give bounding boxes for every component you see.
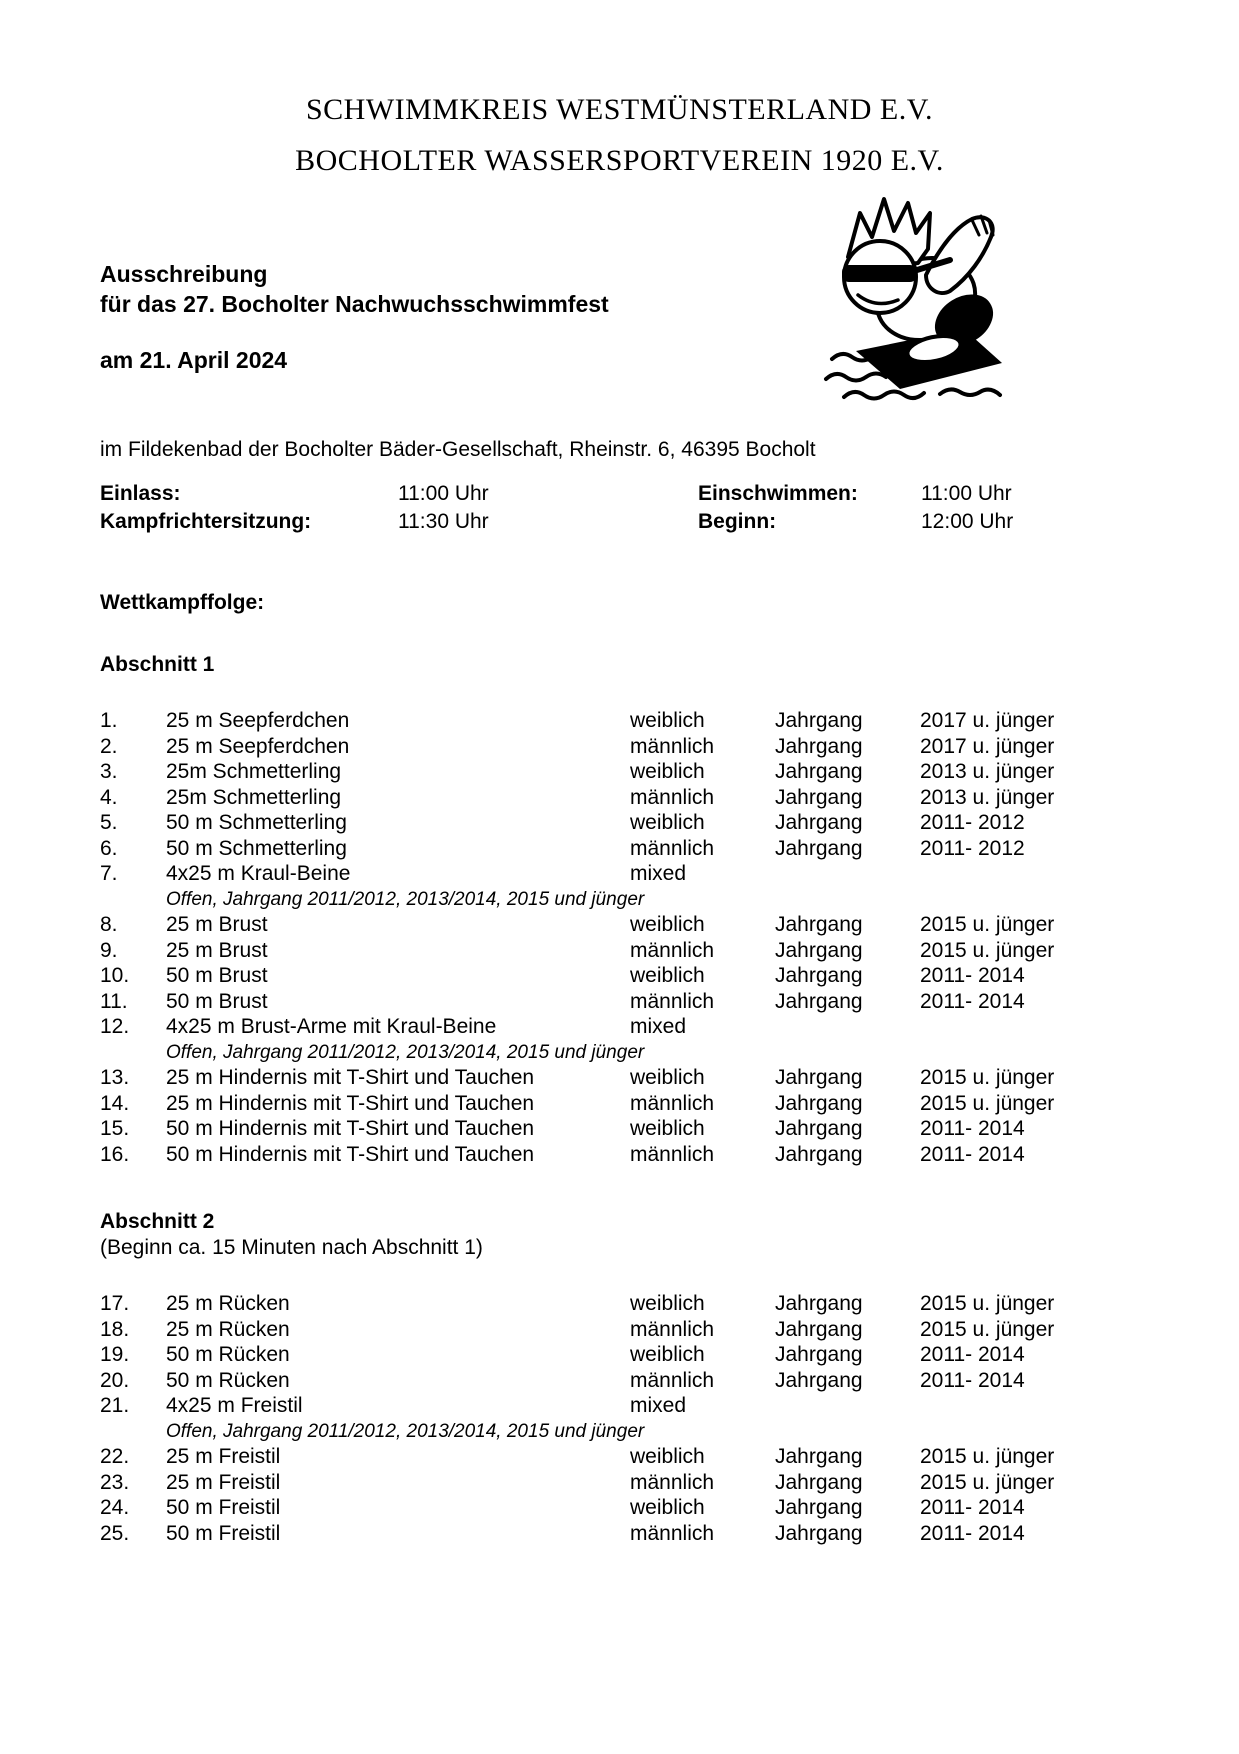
event-name: 50 m Schmetterling [166, 836, 347, 860]
event-age: 2015 u. jünger [920, 938, 1055, 962]
event-name: 4x25 m Kraul-Beine [166, 862, 351, 885]
event-note: Offen, Jahrgang 2011/2012, 2013/2014, 2015 und jünger [166, 1041, 645, 1063]
event-number: 24. [100, 1496, 130, 1519]
event-row [100, 1521, 1179, 1547]
event-age-label: Jahrgang [775, 709, 863, 732]
event-number: 19. [100, 1343, 130, 1366]
event-age-label: Jahrgang [775, 785, 863, 809]
event-gender: männlich [630, 1142, 715, 1166]
event-row [100, 810, 1179, 836]
event-row [100, 1116, 1179, 1142]
event-age-label: Jahrgang [775, 1317, 863, 1341]
event-name: 25 m Seepferdchen [166, 734, 350, 758]
event-row [100, 1495, 1179, 1521]
event-gender: weiblich [630, 1343, 705, 1366]
event-row [100, 912, 1179, 938]
event-gender: weiblich [630, 1445, 705, 1468]
event-row [100, 938, 1179, 964]
event-name: 25 m Brust [166, 913, 268, 936]
event-row [100, 989, 1179, 1015]
event-number: 25. [100, 1521, 130, 1545]
event-row [100, 963, 1179, 989]
event-age: 2015 u. jünger [920, 1470, 1055, 1494]
schedule-row [100, 480, 1159, 508]
event-gender: weiblich [630, 913, 705, 936]
event-gender: männlich [630, 1368, 715, 1392]
event-number: 2. [100, 734, 118, 758]
event-gender: weiblich [630, 1292, 705, 1315]
event-age: 2011- 2014 [920, 1521, 1025, 1545]
event-number: 11. [100, 989, 128, 1013]
event-gender: männlich [630, 1091, 715, 1115]
judges-meeting-label: Kampfrichtersitzung: [100, 510, 312, 533]
event-name: 50 m Hindernis mit T-Shirt und Tauchen [166, 1117, 535, 1140]
event-row [100, 1142, 1179, 1168]
event-age-label: Jahrgang [775, 1368, 863, 1392]
event-number: 4. [100, 785, 118, 809]
event-age-label: Jahrgang [775, 811, 863, 834]
event-gender: weiblich [630, 1117, 705, 1140]
event-age: 2015 u. jünger [920, 1292, 1055, 1315]
program-heading: Wettkampffolge: [100, 591, 265, 614]
event-row [100, 734, 1179, 760]
event-age-label: Jahrgang [775, 1343, 863, 1366]
event-note: Offen, Jahrgang 2011/2012, 2013/2014, 2015 und jünger [166, 888, 645, 910]
event-number: 22. [100, 1445, 130, 1468]
event-gender: männlich [630, 836, 715, 860]
event-age-label [775, 1014, 920, 1040]
event-gender: mixed [630, 1015, 687, 1038]
event-gender: männlich [630, 1470, 715, 1494]
event-age [920, 1014, 1179, 1040]
event-name: 25 m Hindernis mit T-Shirt und Tauchen [166, 1091, 535, 1115]
org-title-secondary: BOCHOLTER WASSERSPORTVEREIN 1920 E.V. [295, 144, 944, 177]
event-gender: männlich [630, 938, 715, 962]
event-name: 50 m Rücken [166, 1368, 290, 1392]
event-name: 50 m Brust [166, 964, 268, 987]
event-name: 25m Schmetterling [166, 760, 342, 783]
event-name: 50 m Hindernis mit T-Shirt und Tauchen [166, 1142, 535, 1166]
event-number: 21. [100, 1394, 130, 1417]
event-age-label: Jahrgang [775, 1496, 863, 1519]
event-name: 25 m Freistil [166, 1445, 281, 1468]
event-age: 2015 u. jünger [920, 1066, 1055, 1089]
event-number: 10. [100, 964, 130, 987]
event-age-label: Jahrgang [775, 1066, 863, 1089]
schedule-table [100, 480, 1159, 536]
section-title: Abschnitt 1 [100, 653, 215, 676]
event-number: 8. [100, 913, 118, 936]
event-age-label: Jahrgang [775, 1445, 863, 1468]
event-row [100, 1342, 1179, 1368]
judges-meeting-time: 11:30 Uhr [398, 510, 489, 533]
event-age: 2017 u. jünger [920, 709, 1055, 732]
event-name: 25 m Seepferdchen [166, 709, 350, 732]
event-age-label: Jahrgang [775, 1292, 863, 1315]
admission-label: Einlass: [100, 482, 181, 505]
event-gender: weiblich [630, 1066, 705, 1089]
announcement-block [100, 259, 609, 375]
event-number: 6. [100, 836, 118, 860]
venue-line: im Fildekenbad der Bocholter Bäder-Gesellschaft, Rheinstr. 6, 46395 Bocholt [100, 438, 816, 461]
event-age: 2011- 2014 [920, 1142, 1025, 1166]
section-subtitle: (Beginn ca. 15 Minuten nach Abschnitt 1) [100, 1236, 483, 1259]
event-age [920, 1393, 1179, 1419]
event-age: 2015 u. jünger [920, 1317, 1055, 1341]
competition-program [100, 590, 1179, 1546]
event-gender: weiblich [630, 1496, 705, 1519]
event-age-label: Jahrgang [775, 913, 863, 936]
event-name: 25 m Rücken [166, 1292, 290, 1315]
event-name: 4x25 m Brust-Arme mit Kraul-Beine [166, 1015, 497, 1038]
event-age [920, 861, 1179, 887]
event-gender: männlich [630, 989, 715, 1013]
event-row [100, 708, 1179, 734]
event-name: 50 m Schmetterling [166, 811, 347, 834]
event-number: 23. [100, 1470, 130, 1494]
event-age: 2011- 2014 [920, 1368, 1025, 1392]
announcement-title: Ausschreibung [100, 261, 268, 287]
event-gender: mixed [630, 1394, 687, 1417]
event-row [100, 1291, 1179, 1317]
event-gender: mixed [630, 862, 687, 885]
admission-time: 11:00 Uhr [398, 482, 489, 505]
event-age-label: Jahrgang [775, 1091, 863, 1115]
document-header [0, 84, 1239, 186]
event-age: 2011- 2014 [920, 964, 1025, 987]
event-age-label: Jahrgang [775, 1117, 863, 1140]
event-gender: männlich [630, 1521, 715, 1545]
event-number: 15. [100, 1117, 130, 1140]
event-number: 14. [100, 1091, 130, 1115]
start-label: Beginn: [698, 510, 777, 533]
program-section [100, 652, 1179, 1167]
event-name: 25 m Hindernis mit T-Shirt und Tauchen [166, 1066, 535, 1089]
event-number: 1. [100, 709, 118, 732]
event-age-label: Jahrgang [775, 836, 863, 860]
event-row [100, 1470, 1179, 1496]
event-row [100, 861, 1179, 887]
event-row [100, 785, 1179, 811]
event-gender: weiblich [630, 760, 705, 783]
event-age-label: Jahrgang [775, 964, 863, 987]
event-row [100, 1368, 1179, 1394]
event-age: 2013 u. jünger [920, 760, 1055, 783]
event-age-label [775, 861, 920, 887]
event-age-label: Jahrgang [775, 1521, 863, 1545]
event-gender: männlich [630, 1317, 715, 1341]
event-row [100, 759, 1179, 785]
event-age: 2011- 2012 [920, 811, 1025, 834]
event-gender: weiblich [630, 964, 705, 987]
event-name: 50 m Rücken [166, 1343, 290, 1366]
event-age: 2015 u. jünger [920, 1445, 1055, 1468]
event-age: 2017 u. jünger [920, 734, 1055, 758]
event-age-label: Jahrgang [775, 734, 863, 758]
event-age: 2011- 2012 [920, 836, 1025, 860]
event-row [100, 836, 1179, 862]
event-row [100, 1444, 1179, 1470]
event-age: 2015 u. jünger [920, 1091, 1055, 1115]
program-sections [100, 652, 1179, 1546]
event-age: 2013 u. jünger [920, 785, 1055, 809]
event-name: 50 m Freistil [166, 1521, 281, 1545]
event-number: 18. [100, 1317, 130, 1341]
org-title-primary: SCHWIMMKREIS WESTMÜNSTERLAND E.V. [305, 93, 934, 126]
event-gender: männlich [630, 785, 715, 809]
event-number: 12. [100, 1015, 130, 1038]
event-number: 20. [100, 1368, 130, 1392]
warmup-label: Einschwimmen: [698, 482, 858, 505]
event-list [100, 1291, 1179, 1546]
event-name: 25m Schmetterling [166, 785, 342, 809]
event-age-label: Jahrgang [775, 989, 863, 1013]
event-name: 50 m Brust [166, 989, 268, 1013]
event-age-label: Jahrgang [775, 1470, 863, 1494]
event-gender: weiblich [630, 709, 705, 732]
event-name: 4x25 m Freistil [166, 1394, 303, 1417]
announcement-subtitle: für das 27. Bocholter Nachwuchsschwimmfest [100, 291, 609, 317]
event-row [100, 1065, 1179, 1091]
section-title: Abschnitt 2 [100, 1210, 215, 1233]
event-name: 25 m Rücken [166, 1317, 290, 1341]
event-name: 25 m Freistil [166, 1470, 281, 1494]
event-row [100, 1091, 1179, 1117]
event-row [100, 1014, 1179, 1040]
event-gender: weiblich [630, 811, 705, 834]
event-number: 16. [100, 1142, 130, 1166]
event-gender: männlich [630, 734, 715, 758]
event-name: 25 m Brust [166, 938, 268, 962]
event-age: 2011- 2014 [920, 1343, 1025, 1366]
event-age: 2011- 2014 [920, 989, 1025, 1013]
event-age-label: Jahrgang [775, 1142, 863, 1166]
diving-swimmer-mascot-icon [822, 183, 1004, 405]
program-section [100, 1209, 1179, 1546]
schedule-row [100, 508, 1159, 536]
event-date: am 21. April 2024 [100, 347, 288, 373]
event-age-label: Jahrgang [775, 938, 863, 962]
event-age: 2011- 2014 [920, 1117, 1025, 1140]
event-age: 2015 u. jünger [920, 913, 1055, 936]
event-list [100, 708, 1179, 1167]
event-row [100, 1393, 1179, 1419]
event-name: 50 m Freistil [166, 1496, 281, 1519]
start-time: 12:00 Uhr [921, 510, 1014, 533]
event-age: 2011- 2014 [920, 1496, 1025, 1519]
event-number: 9. [100, 938, 118, 962]
event-number: 17. [100, 1292, 130, 1315]
event-number: 13. [100, 1066, 130, 1089]
event-number: 5. [100, 811, 118, 834]
event-number: 7. [100, 862, 118, 885]
event-note: Offen, Jahrgang 2011/2012, 2013/2014, 2015 und jünger [166, 1420, 645, 1442]
warmup-time: 11:00 Uhr [921, 482, 1012, 505]
event-age-label [775, 1393, 920, 1419]
event-age-label: Jahrgang [775, 760, 863, 783]
event-number: 3. [100, 760, 118, 783]
event-row [100, 1317, 1179, 1343]
